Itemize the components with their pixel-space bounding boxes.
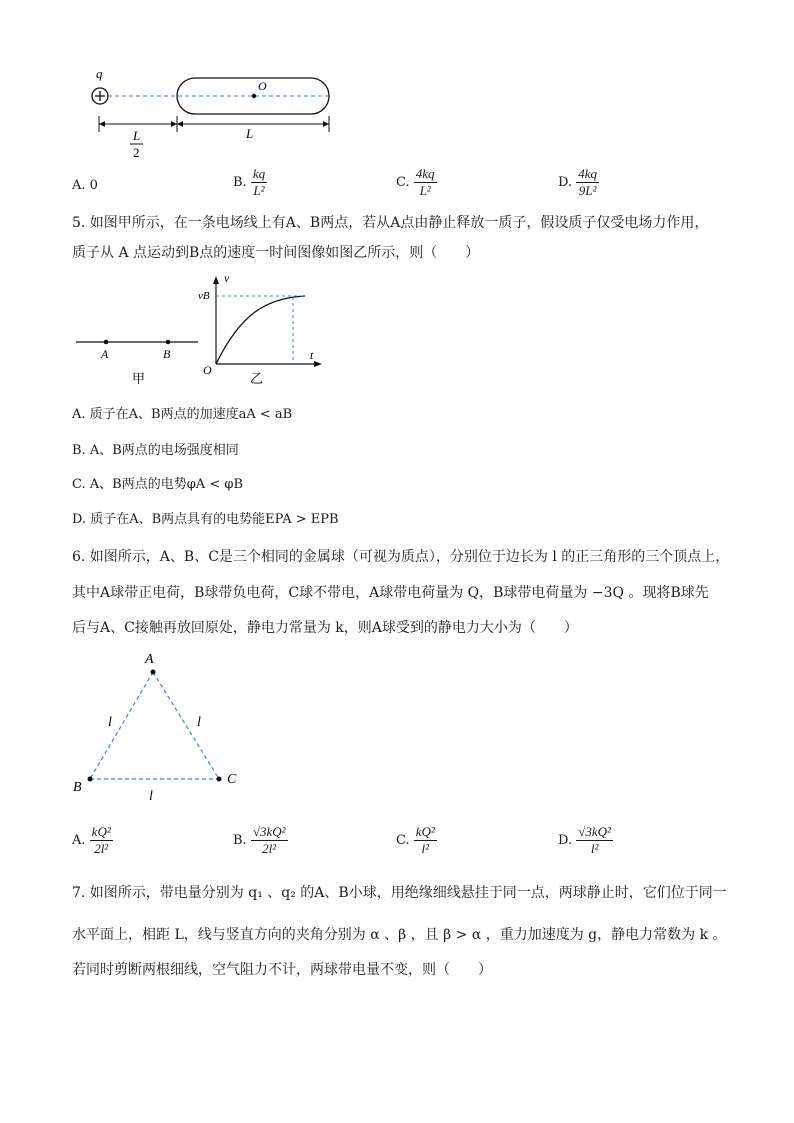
point-a-label: A	[101, 347, 109, 361]
q5-option-a[interactable]: A. 质子在A、B两点的加速度aA < aB	[72, 407, 293, 422]
fraction: $\frac{\text{√3kQ²}}{\text{l²}}$	[578, 824, 611, 856]
side-right-label: l	[197, 715, 201, 730]
q6-stem-line1: 6. 如图所示，A、B、C是三个相同的金属球（可视为质点），分别位于边长为 l 的正三角形的三个顶点上，	[72, 549, 730, 565]
origin-label: O	[203, 363, 212, 377]
v-axis-label: v	[224, 271, 230, 285]
q4-option-d[interactable]: D. $\frac{4kq}{\text{9L²}}$	[558, 166, 598, 198]
dist-left-num: L	[133, 128, 141, 143]
vertex-c-label: C	[227, 772, 237, 787]
q7-stem-line1: 7. 如图所示，带电量分别为 q₁ 、q₂ 的A、B小球，用绝缘细线悬挂于同一点，两球静止时，它们位于同一	[72, 885, 727, 901]
q4-option-b[interactable]: B. $\frac{kq}{\text{L²}}$	[233, 166, 266, 198]
dist-left-den: 2	[133, 145, 140, 160]
q6-triangle-figure	[68, 645, 258, 805]
q4-option-c[interactable]: C. $\frac{4kq}{\text{L²}}$	[396, 166, 435, 198]
q4-figure	[80, 62, 350, 162]
q7-stem-line3: 若同时剪断两根细线，空气阻力不计，两球带电量不变，则（ ）	[72, 962, 492, 978]
side-left-label: l	[108, 715, 112, 730]
ball-b	[88, 777, 93, 782]
q6-option-a[interactable]: A. $\frac{\text{kQ²}}{\text{2l²}}$	[72, 824, 111, 856]
q6-stem-line3: 后与A、C接触再放回原处，静电力常量为 k，则A球受到的静电力大小为（ ）	[72, 620, 578, 636]
point-b-label: B	[163, 347, 171, 361]
q6-option-c[interactable]: C. $\frac{\text{kQ²}}{\text{l²}}$	[396, 824, 435, 856]
vertex-a-label: A	[145, 652, 154, 667]
charge-label: q	[96, 66, 103, 81]
q6-option-b[interactable]: B. $\frac{\text{√3kQ²}}{\text{2l²}}$	[233, 824, 286, 856]
center-label: O	[258, 79, 267, 93]
fraction: $\frac{\text{kQ²}}{\text{2l²}}$	[91, 824, 111, 856]
side-bottom-label: l	[149, 789, 153, 804]
fraction: $\frac{\text{kQ²}}{\text{l²}}$	[415, 824, 435, 856]
fraction: $\frac{4kq}{\text{9L²}}$	[578, 166, 598, 198]
vb-label: vB	[198, 290, 210, 302]
fraction: $\frac{4kq}{\text{L²}}$	[415, 166, 435, 198]
q4-option-a[interactable]: A. 0	[72, 178, 98, 193]
q5-option-d[interactable]: D. 质子在A、B两点具有的电势能EPA > EPB	[72, 512, 339, 527]
q5-option-c[interactable]: C. A、B两点的电势φA < φB	[72, 477, 243, 492]
fraction: $\frac{\text{√3kQ²}}{\text{2l²}}$	[252, 824, 286, 856]
fraction: $\frac{kq}{\text{L²}}$	[252, 166, 266, 198]
ball-c	[217, 777, 222, 782]
q5-figures	[70, 270, 330, 390]
point-b	[166, 340, 171, 345]
q5-stem-line1: 5. 如图甲所示，在一条电场线上有A、B两点，若从A点由静止释放一质子，假设质子仅受电场力作用，	[72, 215, 709, 231]
point-a	[104, 340, 109, 345]
q5-option-b[interactable]: B. A、B两点的电场强度相同	[72, 443, 239, 458]
ball-a	[151, 670, 156, 675]
q6-stem-line2: 其中A球带正电荷，B球带负电荷，C球不带电，A球带电荷量为 Q，B球带电荷量为 −3Q 。现将B球先	[72, 585, 709, 601]
vertex-b-label: B	[73, 780, 82, 795]
dist-right-label: L	[246, 126, 254, 141]
center-point	[252, 94, 256, 98]
fig-jia-caption: 甲	[132, 372, 146, 387]
velocity-curve	[216, 296, 305, 364]
t-axis-label: t	[310, 348, 314, 362]
q7-stem-line2: 水平面上，相距 L，线与竖直方向的夹角分别为 α 、β ，且 β > α ，重力加速度为 g，静电力常数为 k 。	[72, 927, 727, 943]
fig-yi-caption: 乙	[250, 372, 264, 387]
q5-stem-line2: 质子从 A 点运动到B点的速度一时间图像如图乙所示，则（ ）	[72, 245, 480, 261]
q6-option-d[interactable]: D. $\frac{\text{√3kQ²}}{\text{l²}}$	[558, 824, 611, 856]
